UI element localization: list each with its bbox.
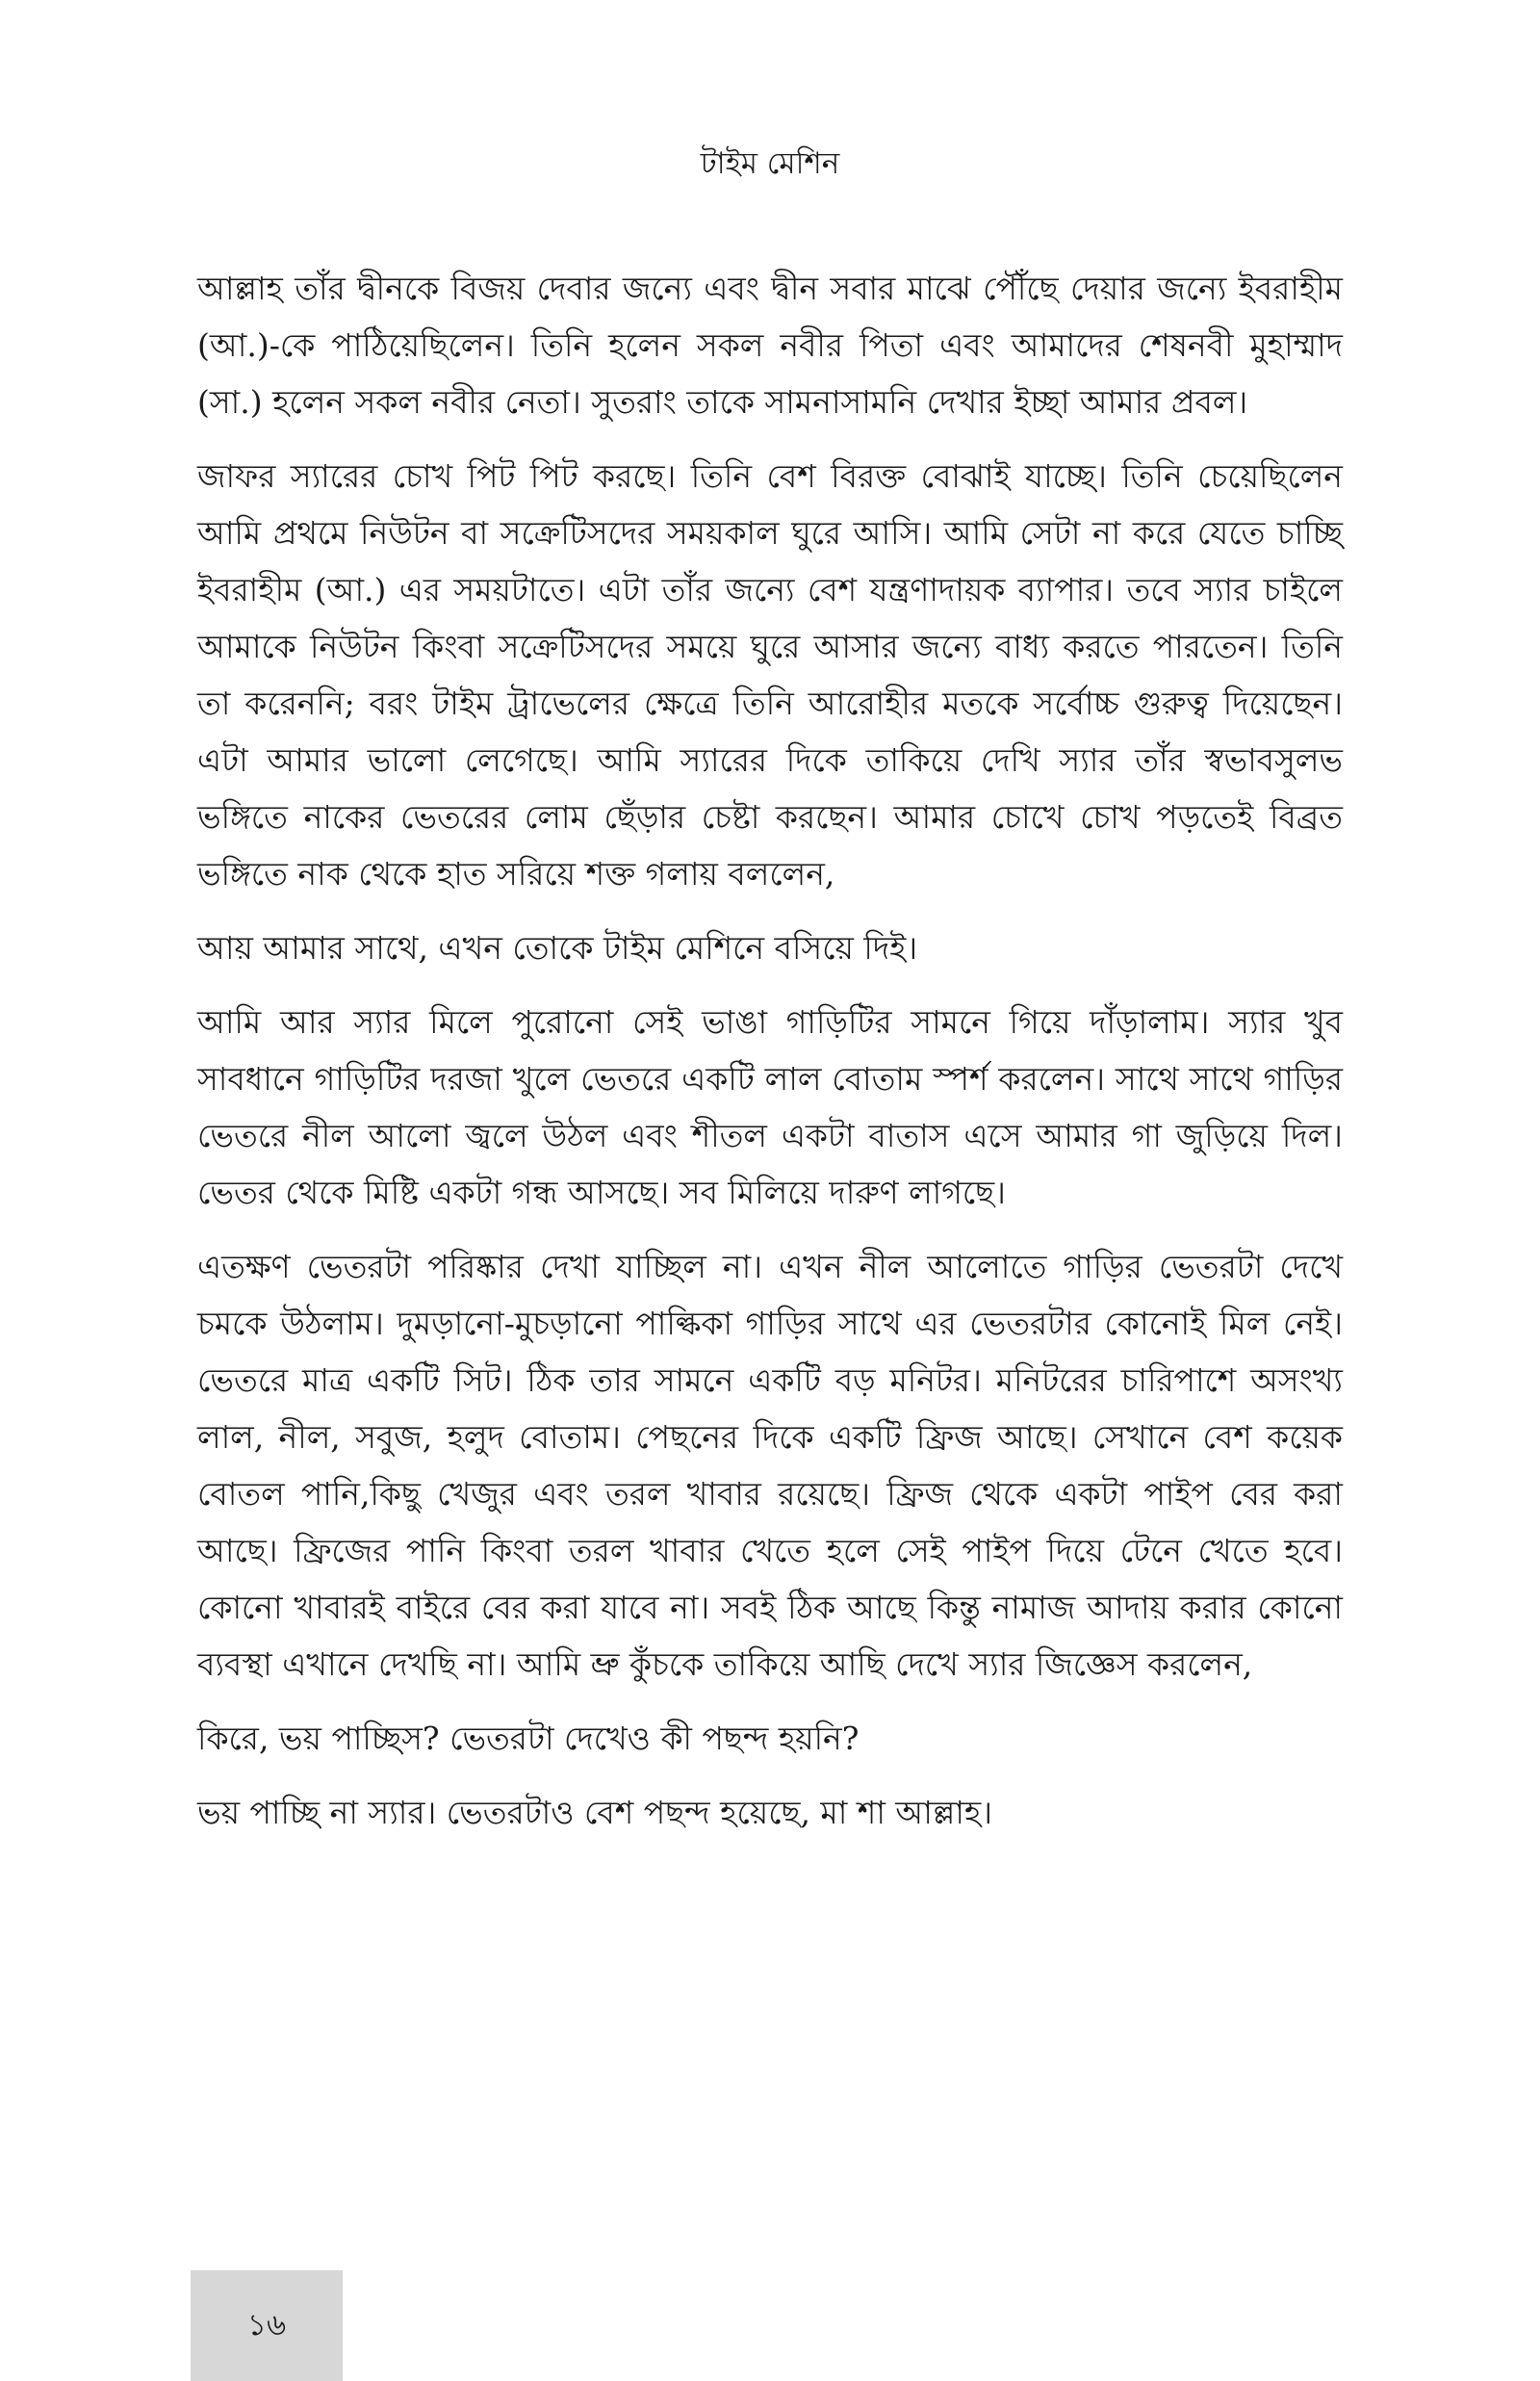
paragraph-3-dialogue: আয় আমার সাথে, এখন তোকে টাইম মেশিনে বসিয়ে দিই। [197,929,918,967]
body-text [197,260,1343,1858]
paragraph-6-dialogue: কিরে, ভয় পাচ্ছিস? ভেতরটা দেখেও কী পছন্দ হয়নি? [197,1720,860,1757]
paragraph-5: এতক্ষণ ভেতরটা পরিষ্কার দেখা যাচ্ছিল না। এখন নীল আলোতে গাড়ির ভেতরটা দেখে চমকে উঠলাম। দুমড়ানো-মুচড়ানো পাল্কিকা গাড়ির সাথে এর ভেতরটার কোনোই মিল নেই। ভেতরে মাত্র একটি সিট। ঠিক তার সামনে একটি বড় মনিটর। মনিটরের চারিপাশে অসংখ্য লাল, নীল, সবুজ, হলুদ বোতাম। পেছনের দিকে একটি ফ্রিজ আছে। সেখানে বেশ কয়েক বোতল পানি,কিছু খেজুর এবং তরল খাবার রয়েছে। ফ্রিজ থেকে একটা পাইপ বের করা আছে। ফ্রিজের পানি কিংবা তরল খাবার খেতে হলে সেই পাইপ দিয়ে টেনে খেতে হবে। কোনো খাবারই বাইরে বের করা যাবে না। সবই ঠিক আছে কিন্তু নামাজ আদায় করার কোনো ব্যবস্থা এখানে দেখছি না। আমি ভ্রু কুঁচকে তাকিয়ে আছি দেখে স্যার জিজ্ঞেস করলেন, [197,1248,1343,1683]
paragraph-2: জাফর স্যারের চোখ পিট পিট করছে। তিনি বেশ বিরক্ত বোঝাই যাচ্ছে। তিনি চেয়েছিলেন আমি প্রথমে নিউটন বা সক্রেটিসদের সময়কাল ঘুরে আসি। আমি সেটা না করে যেতে চাচ্ছি ইবরাহীম (আ.) এর সময়টাতে। এটা তাঁর জন্যে বেশ যন্ত্রণাদায়ক ব্যাপার। তবে স্যার চাইলে আমাকে নিউটন কিংবা সক্রেটিসদের সময়ে ঘুরে আসার জন্যে বাধ্য করতে পারতেন। তিনি তা করেননি; বরং টাইম ট্রাভেলের ক্ষেত্রে তিনি আরোহীর মতকে সর্বোচ্চ গুরুত্ব দিয়েছেন। এটা আমার ভালো লেগেছে। আমি স্যারের দিকে তাকিয়ে দেখি স্যার তাঁর স্বভাবসুলভ ভঙ্গিতে নাকের ভেতরের লোম ছেঁড়ার চেষ্টা করছেন। আমার চোখে চোখ পড়তেই বিব্রত ভঙ্গিতে নাক থেকে হাত সরিয়ে শক্ত গলায় বললেন, [197,457,1343,893]
paragraph-4: আমি আর স্যার মিলে পুরোনো সেই ভাঙা গাড়িটির সামনে গিয়ে দাঁড়ালাম। স্যার খুব সাবধানে গাড়িটির দরজা খুলে ভেতরে একটি লাল বোতাম স্পর্শ করলেন। সাথে সাথে গাড়ির ভেতরে নীল আলো জ্বলে উঠল এবং শীতল একটা বাতাস এসে আমার গা জুড়িয়ে দিল। ভেতর থেকে মিষ্টি একটা গন্ধ আসছে। সব মিলিয়ে দারুণ লাগছে। [197,1003,1343,1211]
running-header: টাইম মেশিন [700,146,840,181]
page-number: ১৬ [246,2308,287,2342]
paragraph-1: আল্লাহ তাঁর দ্বীনকে বিজয় দেবার জন্যে এবং দ্বীন সবার মাঝে পৌঁছে দেয়ার জন্যে ইবরাহীম (আ.)-কে পাঠিয়েছিলেন। তিনি হলেন সকল নবীর পিতা এবং আমাদের শেষনবী মুহাম্মাদ (সা.) হলেন সকল নবীর নেতা। সুতরাং তাকে সামনাসামনি দেখার ইচ্ছা আমার প্রবল। [197,270,1343,421]
page-number-box [191,2270,343,2381]
paragraph-7-dialogue: ভয় পাচ্ছি না স্যার। ভেতরটাও বেশ পছন্দ হয়েছে, মা শা আল্লাহ। [197,1794,993,1831]
